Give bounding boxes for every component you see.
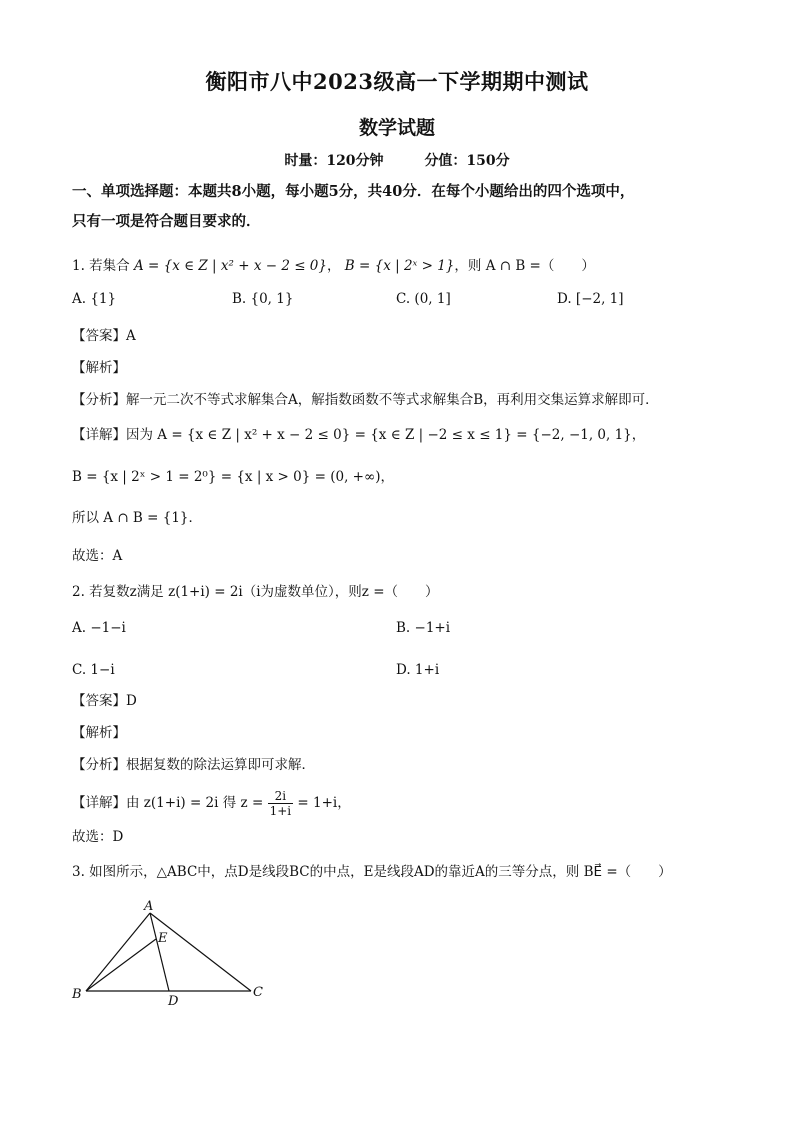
label-d: D (168, 994, 179, 1009)
page-title: 衡阳市八中2023级高一下学期期中测试 (205, 69, 589, 94)
label-e: E (158, 931, 168, 946)
q1-option-a: A. {1} (72, 291, 117, 307)
q1-choice: 故选：A (72, 548, 123, 564)
q2-choice: 故选：D (72, 829, 124, 845)
q2-option-c: C. 1−i (72, 662, 115, 678)
q2-detail-prefix: 【详解】由 z(1+i) = 2i 得 z = (72, 795, 264, 811)
q1-stem-suffix: ，则 A ∩ B =（ ） (454, 258, 595, 274)
q1-stem (72, 256, 595, 276)
q1-detail-2: B = {x | 2ˣ > 1 = 2⁰} = {x | x > 0} = (0, +∞)， (72, 469, 394, 485)
q2-detail (72, 789, 351, 818)
q1-option-d: D. [−2, 1] (557, 291, 624, 307)
q1-sep: ， (327, 258, 341, 274)
q2-fraction (268, 789, 294, 818)
q2-fraction-numerator: 2i (268, 789, 294, 804)
segment-ad (150, 913, 169, 991)
segment-ac (150, 913, 251, 991)
q1-detail-3: 所以 A ∩ B = {1}． (72, 510, 203, 526)
section-heading-line1: 一、单项选择题：本题共8小题，每小题5分，共40分．在每个小题给出的四个选项中， (72, 183, 635, 200)
page-subtitle: 数学试题 (358, 117, 435, 139)
q1-option-c: C. (0, 1] (396, 291, 451, 307)
section-heading-line2: 只有一项是符合题目要求的． (72, 213, 261, 230)
q1-set-a: A = {x ∈ Z | x² + x − 2 ≤ 0} (133, 258, 327, 274)
q1-detail-1: 【详解】因为 A = {x ∈ Z | x² + x − 2 ≤ 0} = {x ∈ Z | −2 ≤ x ≤ 1} = {−2, −1, 0, 1}， (72, 427, 646, 443)
q2-option-a: A. −1−i (72, 620, 126, 636)
q1-analysis-label: 【解析】 (72, 360, 126, 376)
exam-score: 分值：150分 (424, 153, 510, 169)
q1-set-b: B = {x | 2ˣ > 1} (344, 258, 455, 274)
q2-answer: 【答案】D (72, 693, 137, 709)
q1-option-b: B. {0, 1} (232, 291, 294, 307)
q2-fraction-denominator: 1+i (269, 804, 292, 818)
triangle-figure (68, 898, 278, 1010)
q2-option-d: D. 1+i (396, 662, 440, 678)
exam-time: 时量：120分钟 (284, 153, 384, 169)
q2-option-b: B. −1+i (396, 620, 451, 636)
q1-fenxi: 【分析】解一元二次不等式求解集合A，解指数函数不等式求解集合B，再利用交集运算求解即可． (72, 392, 659, 408)
q1-stem-prefix: 1. 若集合 (72, 258, 130, 274)
q1-answer: 【答案】A (72, 328, 136, 344)
label-a: A (144, 899, 154, 914)
segment-ab (86, 913, 150, 991)
exam-info (0, 150, 794, 170)
q2-stem: 2. 若复数z满足 z(1+i) = 2i（i为虚数单位），则z =（ ） (72, 584, 439, 600)
segment-be (86, 939, 156, 991)
q2-analysis-label: 【解析】 (72, 725, 126, 741)
q2-detail-suffix: = 1+i， (297, 795, 351, 811)
label-b: B (72, 987, 82, 1002)
q3-stem: 3. 如图所示，△ABC中，点D是线段BC的中点，E是线段AD的靠近A的三等分点，则 BE⃗ =（ ） (72, 864, 672, 880)
label-c: C (253, 985, 263, 1000)
q2-fenxi: 【分析】根据复数的除法运算即可求解． (72, 757, 315, 773)
